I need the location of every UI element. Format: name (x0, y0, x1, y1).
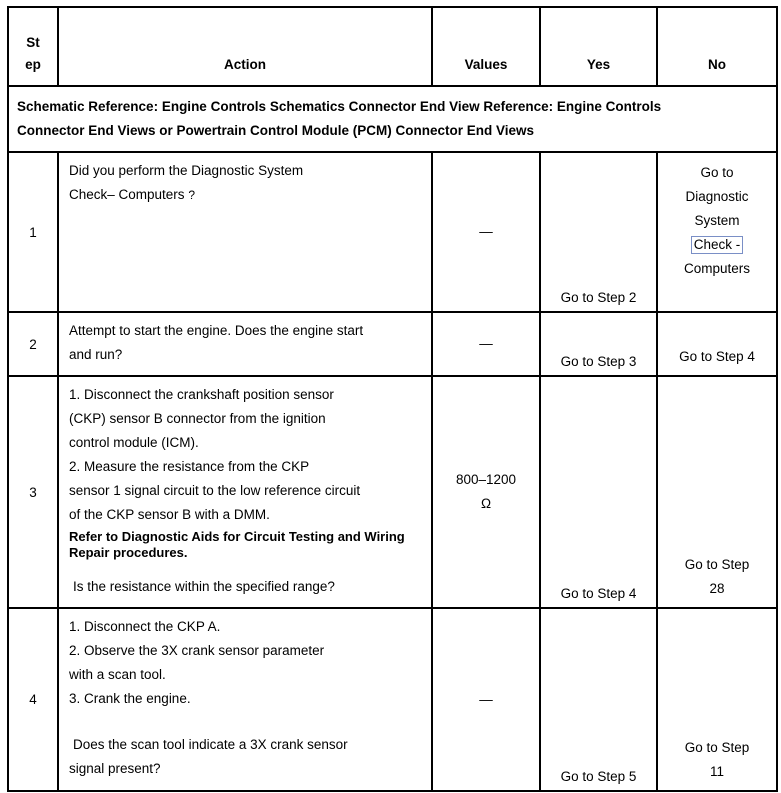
yes-link-step-5[interactable]: Go to Step 5 (540, 608, 657, 791)
no-link-step-11[interactable]: Go to Step 11 (657, 608, 777, 791)
value-cell: — (432, 312, 540, 376)
action-cell: 1. Disconnect the crankshaft position sensor (CKP) sensor B connector from the ignition control module (ICM). 2. Measure the resistance from the CKP sensor 1 signal circuit to the low reference circuit of the CKP sensor B with a DMM. Refer to Diagnostic Aids for Circuit Testing and Wiring Repair procedures. Is the resistance within the specified range? (58, 376, 432, 608)
table-row-step-2 (8, 312, 777, 376)
table-row-step-1 (8, 152, 777, 312)
diagnostic-aids-note: Refer to Diagnostic Aids for Circuit Testing and Wiring Repair procedures. (69, 529, 405, 560)
yes-link-step-3[interactable]: Go to Step 3 (540, 312, 657, 376)
diagnostic-table (7, 6, 778, 792)
table-row-step-3 (8, 376, 777, 608)
step-number: 1 (8, 152, 58, 312)
step-number: 2 (8, 312, 58, 376)
schematic-reference: Schematic Reference: Engine Controls Schematics Connector End View Reference: Engine Controls Connector End Views or Powertrain Control Module (PCM) Connector End Views (8, 86, 777, 152)
value-cell: — (432, 152, 540, 312)
step-number: 4 (8, 608, 58, 791)
no-link-step-28[interactable]: Go to Step 28 (657, 376, 777, 608)
value-cell: 800–1200 Ω (432, 376, 540, 608)
header-yes: Yes (540, 7, 657, 86)
header-values: Values (432, 7, 540, 86)
action-cell: Did you perform the Diagnostic System Check– Computers ? (58, 152, 432, 312)
header-no: No (657, 7, 777, 86)
header-row (8, 7, 777, 86)
yes-link-step-4[interactable]: Go to Step 4 (540, 376, 657, 608)
value-cell: — (432, 608, 540, 791)
action-cell: 1. Disconnect the CKP A. 2. Observe the 3X crank sensor parameter with a scan tool. 3. Crank the engine. Does the scan tool indicate a 3X crank sensor signal present? (58, 608, 432, 791)
reference-row (8, 86, 777, 152)
yes-link-step-2[interactable]: Go to Step 2 (540, 152, 657, 312)
step-number: 3 (8, 376, 58, 608)
no-cell: Go to Diagnostic System Check - Computers (657, 152, 777, 312)
table-row-step-4 (8, 608, 777, 791)
action-cell: Attempt to start the engine. Does the engine start and run? (58, 312, 432, 376)
header-action: Action (58, 7, 432, 86)
no-link-step-4[interactable]: Go to Step 4 (657, 312, 777, 376)
header-step: St ep (8, 7, 58, 86)
check-computers-link[interactable]: Check - (691, 236, 744, 254)
